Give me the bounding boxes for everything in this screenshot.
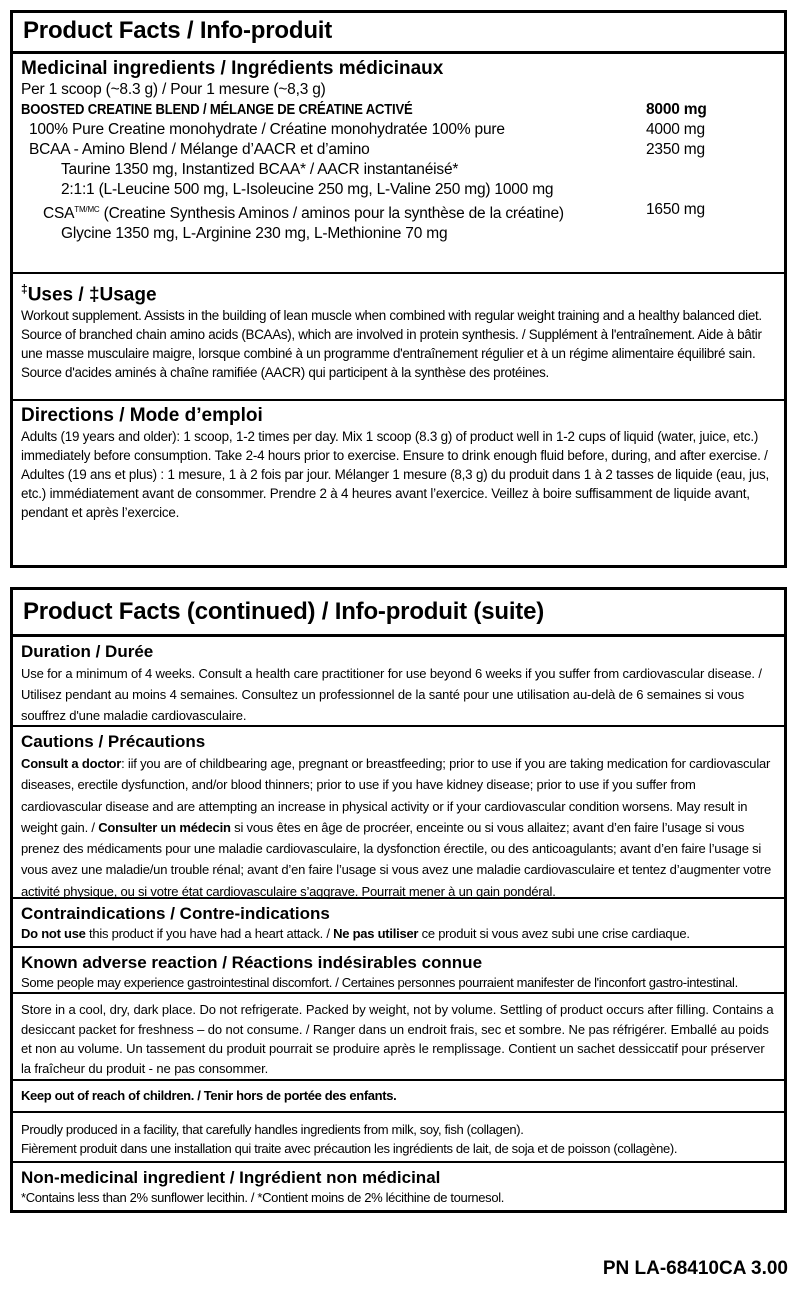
children-warning-section [13,1081,784,1113]
nonmedicinal-text: *Contains less than 2% sunflower lecithin. / *Contient moins de 2% lécithine de tournesol. [21,1190,505,1205]
csa-trademark: TM/MC [74,205,100,214]
product-number: PN LA-68410CA 3.00 [602,1258,788,1279]
adverse-text: Some people may experience gastrointestinal discomfort. / Certaines personnes pourraient manifester de l'inconfort gastro-intestinal. [21,975,738,990]
consult-doctor-en: Consult a doctor [21,756,122,771]
panel-title: Product Facts / Info-produit [13,13,784,54]
creatine-amount: 4000 mg [646,121,705,138]
storage-section [13,994,784,1081]
csa-description: (Creatine Synthesis Aminos / aminos pour la synthèse de la créatine) [99,205,564,223]
csa-amount: 1650 mg [646,201,705,218]
uses-section [13,274,784,401]
adverse-heading: Known adverse reaction / Réactions indésirables connue [21,953,483,972]
cautions-section [13,727,784,899]
nonmedicinal-heading: Non-medicinal ingredient / Ingrédient non médicinal [21,1168,441,1187]
product-facts-panel [10,10,787,568]
duration-heading: Duration / Durée [21,642,154,661]
directions-text: Adults (19 years and older): 1 scoop, 1-2 times per day. Mix 1 scoop (8.3 g) of product well in 1-2 cups of liquid (water, juice, etc.) immediately before consumption. Take 2-4 hours prior to exercise. Ensure to drink enough fluid before, during, and after exercise. / Adultes (19 ans et plus) : 1 mesure, 1 à 2 fois par jour. Mélanger 1 mesure (8,3 g) du produit dans 1 à 2 tasses de liquide (eau, jus, etc.) immédiatement avant de consommer. Prendre 2 à 4 heures avant l’exercice. Veillez à boire suffisamment de liquide avant, pendant et après l’exercice. [21,429,770,520]
csa-label: CSA [43,205,75,223]
bcaa-amount: 2350 mg [646,141,705,158]
serving-size: Per 1 scoop (~8.3 g) / Pour 1 mesure (~8,3 g) [21,81,326,98]
children-warning-text: Keep out of reach of children. / Tenir hors de portée des enfants. [21,1088,397,1103]
directions-heading: Directions / Mode d’emploi [21,405,263,426]
duration-section [13,637,784,727]
taurine-line: Taurine 1350 mg, Instantized BCAA* / AACR instantanéisé* [61,161,459,178]
uses-heading: ‡Uses / ‡Usage [21,282,157,306]
product-facts-continued-panel [10,587,787,1213]
storage-text: Store in a cool, dry, dark place. Do not refrigerate. Packed by weight, not by volume. Settling of product occurs after filling. Contains a desiccant packet for freshness – do not consume. / Ranger dans un endroit frais, sec et sombre. Ne pas réfrigérer. Emballé au poids et non au volume. Un tassement du produit pourrait se produire après le remplissage. Contient un sachet dessiccatif pour préserver la fraîcheur du produit - ne pas consommer. [21,1002,774,1076]
glycine-line: Glycine 1350 mg, L-Arginine 230 mg, L-Methionine 70 mg [61,225,448,243]
medicinal-ingredients-section [13,54,784,274]
cautions-heading: Cautions / Précautions [21,732,206,751]
medicinal-heading: Medicinal ingredients / Ingrédients médicinaux [21,58,444,79]
consult-doctor-fr: Consulter un médecin [98,819,231,835]
bcaa-label: BCAA - Amino Blend / Mélange d’AACR et d’amino [29,141,370,158]
allergen-section [13,1113,784,1163]
panel-title-continued: Product Facts (continued) / Info-produit (suite) [13,590,784,637]
adverse-reaction-section [13,948,784,994]
cautions-text: Consult a doctor: iif you are of childbearing age, pregnant or breastfeeding; prior to use if you are taking medication for cardiovascular diseases, erectile dysfunction, and/or blood thinners; prior to use if you have kidney disease; prior to use if you suffer from cardiovascular disease and are attempting an increase in physical activity or if your cardiovascular condition worsens. May result in weight gain. / Consulter un médecin si vous êtes en âge de procréer, enceinte ou si vous allaitez; avant d’en faire l’usage si vous prenez des médicaments pour une maladie cardiovasculaire, la dysfonction érectile, ou des anticoagulants; avant d’en faire l’usage si vous avez une maladie/un trouble rénal; avant d’en faire l’usage si vous avez une maladie cardiovasculaire et tentez d’augmenter votre activité physique, ou si votre état cardiovasculaire s’aggrave. Pourrait mener à un gain pondéral. [21,756,772,899]
blend-amount: 8000 mg [646,101,707,118]
allergen-line-en: Proudly produced in a facility, that carefully handles ingredients from milk, soy, fish (collagen). [21,1122,524,1137]
duration-text: Use for a minimum of 4 weeks. Consult a health care practitioner for use beyond 6 weeks if you suffer from cardiovascular disease. / Utilisez pendant au moins 4 semaines. Consultez un professionnel de la santé pour une utilisation au-delà de 6 semaines si vous souffrez d'une maladie cardiovasculaire. [21,666,762,723]
allergen-line-fr: Fièrement produit dans une installation qui traite avec précaution les ingrédients de lait, de soja et de poisson (collagène). [21,1141,678,1156]
dagger-mark: ‡ [21,282,28,296]
amino-ratio-line: 2:1:1 (L-Leucine 500 mg, L-Isoleucine 250 mg, L-Valine 250 mg) 1000 mg [61,181,554,198]
directions-section [13,401,784,528]
creatine-label: 100% Pure Creatine monohydrate / Créatine monohydratée 100% pure [29,121,505,138]
contraindications-heading: Contraindications / Contre-indications [21,904,330,923]
uses-text: Workout supplement. Assists in the building of lean muscle when combined with regular weight training and a healthy balanced diet. Source of branched chain amino acids (BCAAs), which are involved in protein synthesis. / Supplément à l'entraînement. Aide à bâtir une masse musculaire maigre, lorsque combiné à un programme d'entraînement régulier et à un régime alimentaire équilibré sain. Source d'acides aminés à chaîne ramifiée (AACR) qui participent à la synthèse des protéines. [21,308,762,381]
blend-label: BOOSTED CREATINE BLEND / MÉLANGE DE CRÉATINE ACTIVÉ [21,102,413,118]
nonmedicinal-section [13,1163,784,1213]
contraindications-text: Do not use this product if you have had a heart attack. / Ne pas utiliser ce produit si vous avez subi une crise cardiaque. [21,926,690,941]
contraindications-section [13,899,784,948]
